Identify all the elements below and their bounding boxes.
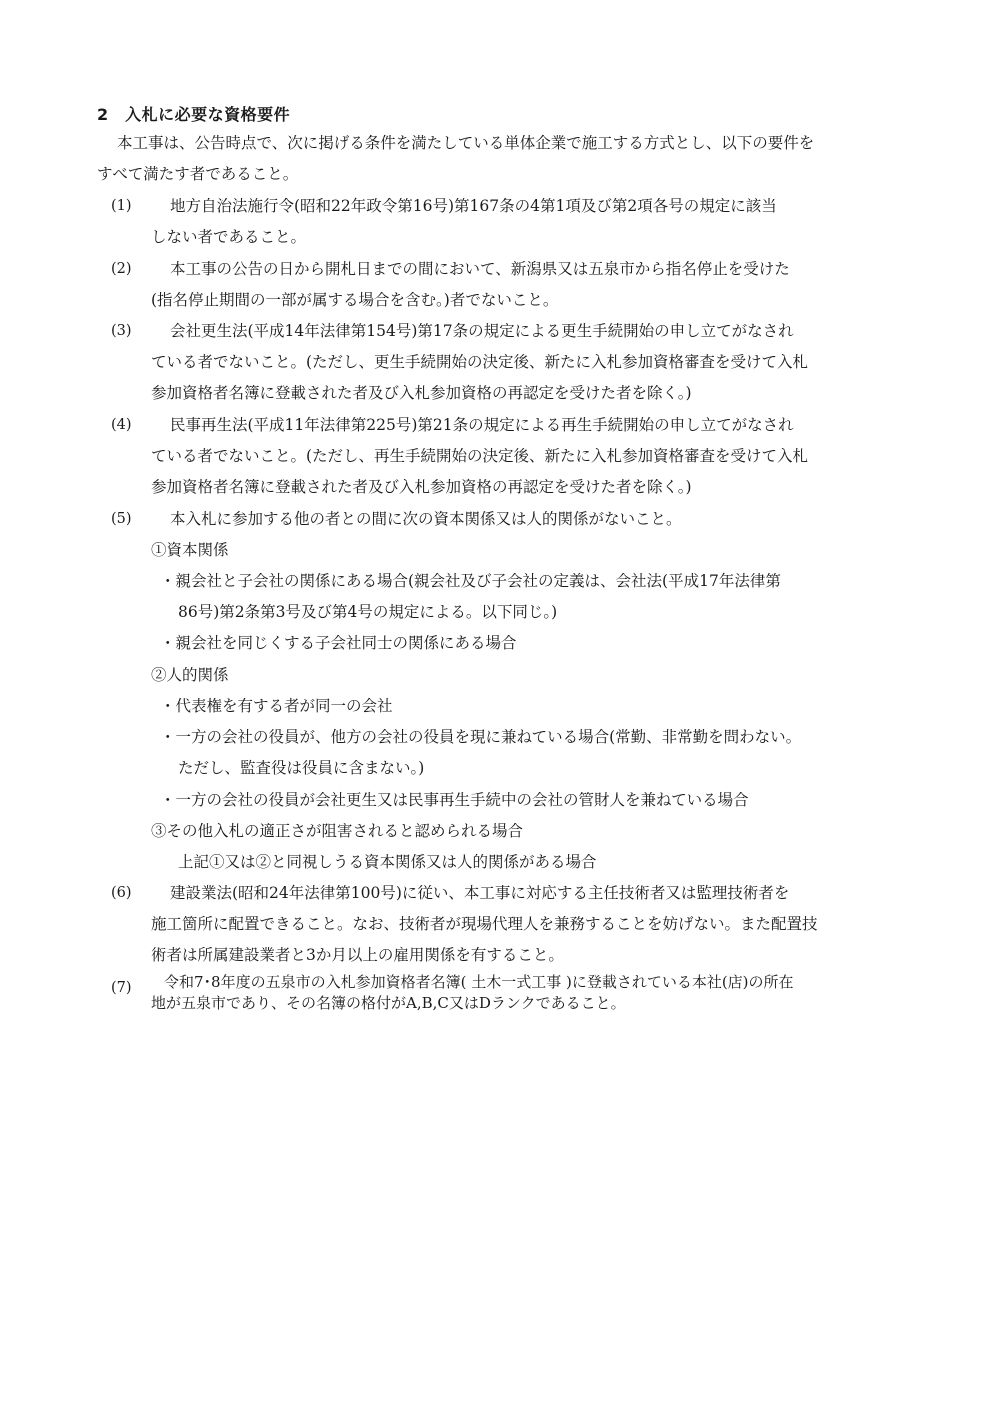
item-number: (7) [111,980,132,996]
capital-relation-title: ①資本関係 [151,541,229,559]
item-text: 地が五泉市であり、その名簿の格付がA,B,C又はDランクであること。 [151,994,626,1012]
bullet-item: ・一方の会社の役員が、他方の会社の役員を現に兼ねている場合(常勤、非常勤を問わない。 [160,728,802,746]
bullet-item: ・親会社と子会社の関係にある場合(親会社及び子会社の定義は、会社法(平成17年法律第 [160,572,781,590]
item-text: ている者でないこと。(ただし、再生手続開始の決定後、新たに入札参加資格審査を受けて入札 [151,447,809,465]
item-number: (6) [111,885,132,901]
bullet-item-continued: 86号)第2条第3号及び第4号の規定による。以下同じ。) [178,603,558,621]
item-text: 地方自治法施行令(昭和22年政令第16号)第167条の4第1項及び第2項各号の規定に該当 [170,197,777,215]
item-text: 参加資格者名簿に登載された者及び入札参加資格の再認定を受けた者を除く。) [151,384,692,402]
item-text: 令和7･8年度の五泉市の入札参加資格者名簿( 土木一式工事 )に登載されている本社(店)の所在 [164,973,794,991]
intro-line: すべて満たす者であること。 [97,165,299,183]
section-heading: 2 入札に必要な資格要件 [97,105,291,124]
other-relation-title: ③その他入札の適正さが阻害されると認められる場合 [151,822,524,840]
item-text: 会社更生法(平成14年法律第154号)第17条の規定による更生手続開始の申し立てがなされ [170,322,794,340]
item-text: 術者は所属建設業者と3か月以上の雇用関係を有すること。 [151,946,564,964]
item-text: ている者でないこと。(ただし、更生手続開始の決定後、新たに入札参加資格審査を受けて入札 [151,353,809,371]
bullet-item: ・親会社を同じくする子会社同士の関係にある場合 [160,634,517,652]
item-number: (1) [111,198,132,214]
item-text: 施工箇所に配置できること。なお、技術者が現場代理人を兼務することを妨げない。また配置技 [151,915,818,933]
bullet-item-continued: ただし、監査役は役員に含まない。) [178,759,425,777]
personal-relation-title: ②人的関係 [151,666,229,684]
item-text: 建設業法(昭和24年法律第100号)に従い、本工事に対応する主任技術者又は監理技術者を [170,884,790,902]
bullet-item: ・一方の会社の役員が会社更生又は民事再生手続中の会社の管財人を兼ねている場合 [160,791,749,809]
item-number: (4) [111,417,132,433]
item-number: (5) [111,511,132,527]
bullet-item: ・代表権を有する者が同一の会社 [160,697,393,715]
item-text: 民事再生法(平成11年法律第225号)第21条の規定による再生手続開始の申し立てがなされ [170,416,794,434]
item-text: 本工事の公告の日から開札日までの間において、新潟県又は五泉市から指名停止を受けた [170,260,790,278]
item-number: (3) [111,323,132,339]
item-text: 参加資格者名簿に登載された者及び入札参加資格の再認定を受けた者を除く。) [151,478,692,496]
item-number: (2) [111,261,132,277]
item-text: (指名停止期間の一部が属する場合を含む。)者でないこと。 [151,291,559,309]
item-text: しない者であること。 [151,228,307,246]
intro-line: 本工事は、公告時点で、次に掲げる条件を満たしている単体企業で施工する方式とし、以下の要件を [117,134,815,152]
other-relation-text: 上記①又は②と同視しうる資本関係又は人的関係がある場合 [178,853,597,871]
item-text: 本入札に参加する他の者との間に次の資本関係又は人的関係がないこと。 [170,510,682,528]
